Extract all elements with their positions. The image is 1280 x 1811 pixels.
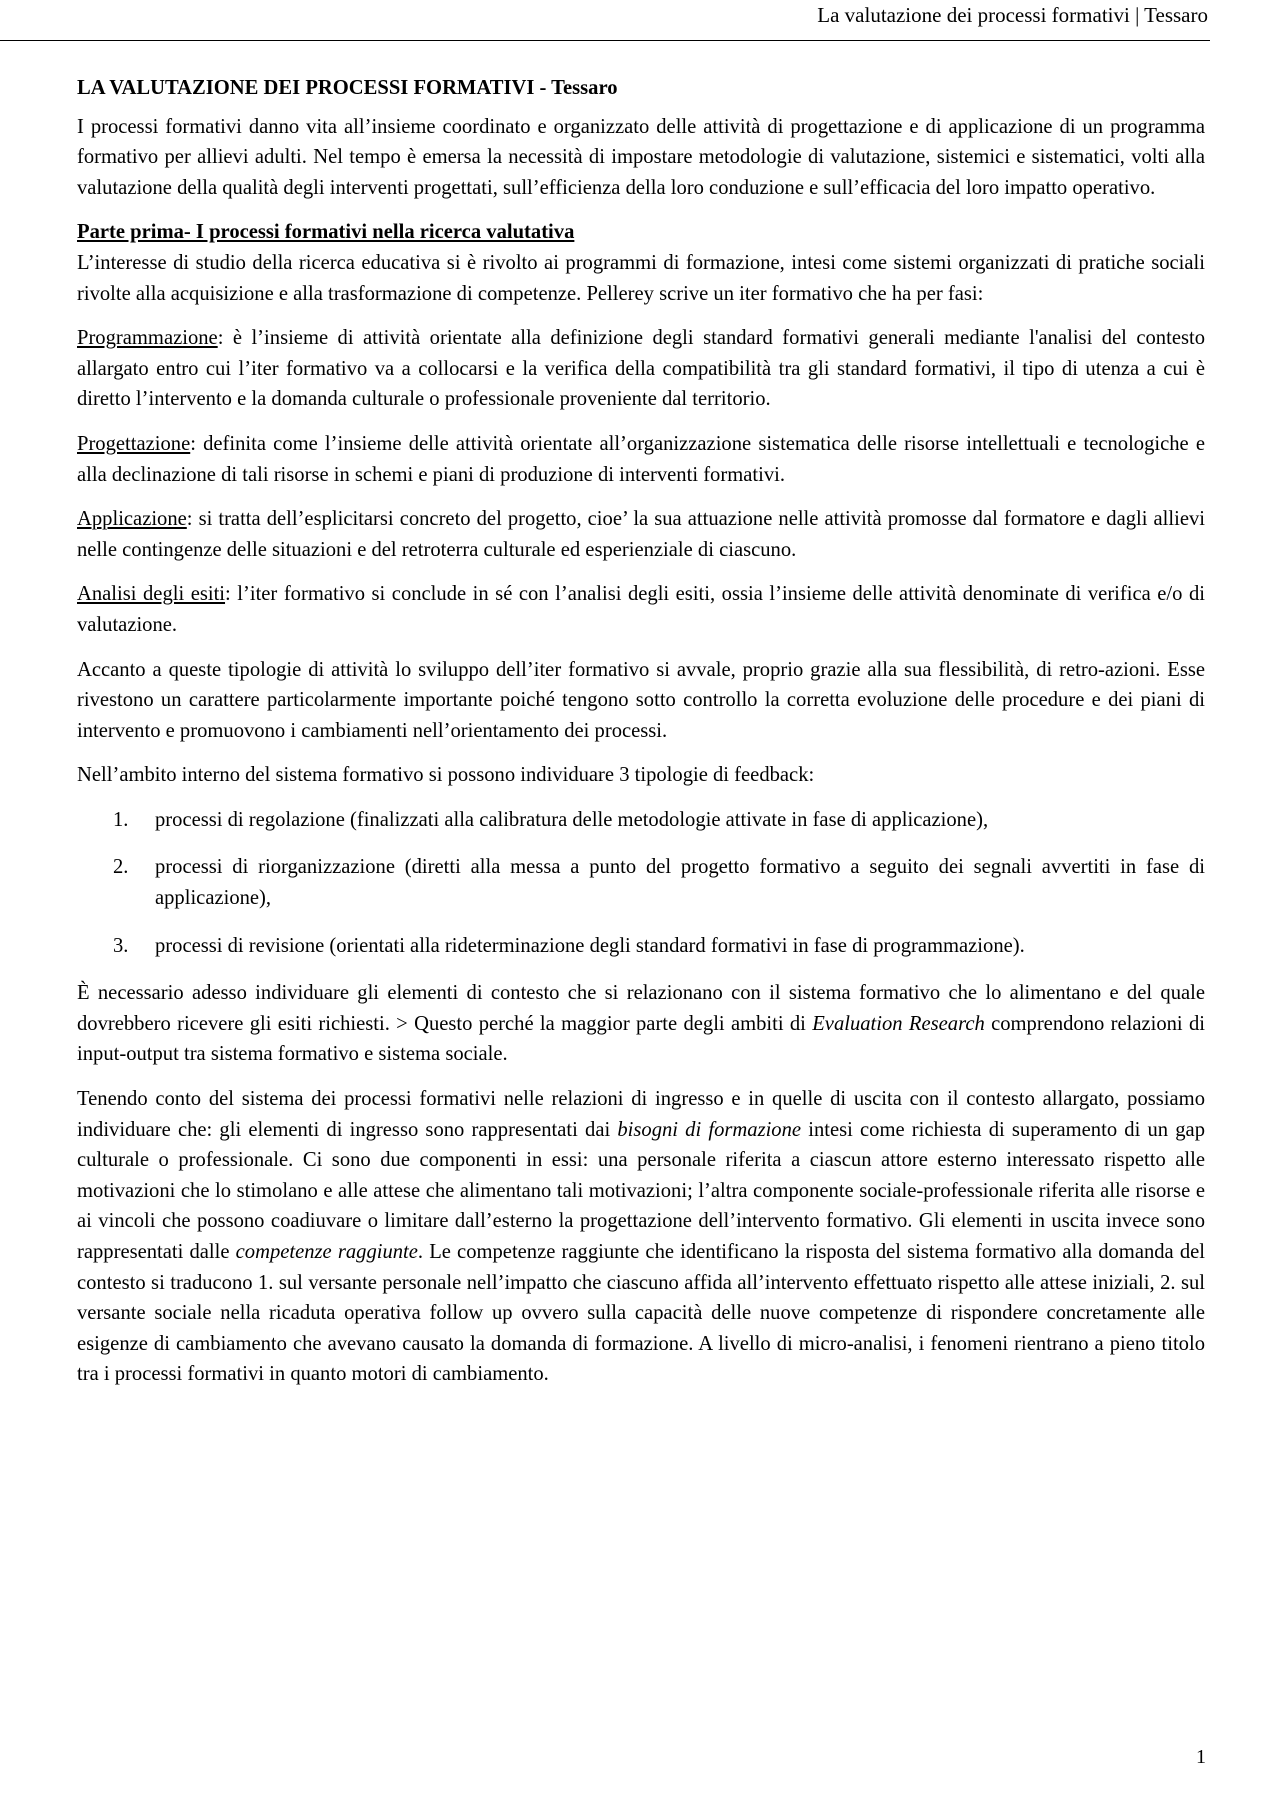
phase-definition: : l’iter formativo si conclude in sé con l’analisi degli esiti, ossia l’insieme delle attività denominate di verifica e/o di valutazione. bbox=[77, 583, 1205, 636]
phase-paragraph-progettazione bbox=[77, 429, 1205, 490]
header-divider bbox=[0, 40, 1210, 41]
phase-definition: : si tratta dell’esplicitarsi concreto del progetto, cioe’ la sua attuazione nelle attività promosse dal formatore e dagli allievi nelle contingenze delle situazioni e del retroterra culturale ed esperienziale di ciascuno. bbox=[77, 508, 1205, 561]
phase-definition: : definita come l’insieme delle attività orientate all’organizzazione sistematica delle risorse intellettuali e tecnologiche e alla declinazione di tali risorse in schemi e piani di produzione di interventi formativi. bbox=[77, 432, 1205, 486]
phase-term: Analisi degli esiti bbox=[77, 583, 226, 606]
final-text-part3: . Le competenze raggiunte che identificano la risposta del sistema formativo alla domanda del contesto si traducono 1. sul versante personale nell’impatto che ciascuno affida all’intervento effettuato rispetto alle attese iniziali, 2. sul versante sociale nella ricaduta operativa follow up ovvero sulla capacità delle nuove competenze di rispondere concretamente alle esigenze di cambiamento che avevano causato la domanda di formazione. A livello di micro-analisi, i fenomeni rientrano a pieno titolo tra i processi formativi in quanto motori di cambiamento. bbox=[77, 1241, 1205, 1386]
context-text-after: comprendono relazioni di input-output tra sistema formativo e sistema sociale. bbox=[77, 1012, 1205, 1066]
list-item bbox=[77, 931, 1205, 962]
section-intro-paragraph: L’interesse di studio della ricerca educativa si è rivolto ai programmi di formazione, intesi come sistemi organizzati di pratiche sociali rivolte alla acquisizione e alla trasformazione di competenze. Pellerey scrive un iter formativo che ha per fasi: bbox=[77, 251, 1205, 305]
phase-term: Progettazione bbox=[77, 432, 191, 455]
list-item-number: 2. bbox=[113, 856, 129, 879]
document-title: LA VALUTAZIONE DEI PROCESSI FORMATIVI - Tessaro bbox=[77, 77, 618, 99]
list-item-text: processi di riorganizzazione (diretti alla messa a punto del progetto formativo a seguito dei segnali avvertiti in fase di applicazione), bbox=[155, 856, 1205, 910]
list-item-text: processi di revisione (orientati alla rideterminazione degli standard formativi in fase di programmazione). bbox=[155, 934, 1025, 957]
list-item bbox=[77, 805, 1205, 836]
phase-definition: : è l’insieme di attività orientate alla definizione degli standard formativi generali mediante l'analisi del contesto allargato entro cui l’iter formativo va a collocarsi e la verifica della compatibilità tra gli standard formativi, il tipo di utenza a cui è diretto l’intervento e la domanda culturale o professionale proveniente dal territorio. bbox=[77, 327, 1205, 411]
list-item-text: processi di regolazione (finalizzati alla calibratura delle metodologie attivate in fase di applicazione), bbox=[155, 808, 989, 831]
phase-paragraph-programmazione bbox=[77, 323, 1205, 415]
final-emphasis-competenze: competenze raggiunte bbox=[235, 1241, 418, 1263]
retro-azioni-paragraph: Accanto a queste tipologie di attività lo sviluppo dell’iter formativo si avvale, proprio grazie alla sua flessibilità, di retro-azioni. Esse rivestono un carattere particolarmente importante poiché tengono sotto controllo la corretta evoluzione delle procedure e dei piani di intervento e promuovono i cambiamenti nell’orientamento dei processi. bbox=[77, 658, 1205, 742]
intro-paragraph: I processi formativi danno vita all’insieme coordinato e organizzato delle attività di progettazione e di applicazione di un programma formativo per allievi adulti. Nel tempo è emersa la necessità di impostare metodologie di valutazione, sistemici e sistematici, volti alla valutazione della qualità degli interventi progettati, sull’efficienza della loro conduzione e sull’efficacia del loro impatto operativo. bbox=[77, 115, 1205, 199]
list-item-number: 1. bbox=[113, 808, 129, 831]
phase-paragraph-applicazione bbox=[77, 504, 1205, 565]
running-header: La valutazione dei processi formativi | Tessaro bbox=[817, 3, 1208, 27]
section-heading: Parte prima- I processi formativi nella ricerca valutativa bbox=[77, 221, 575, 244]
context-text-before: È necessario adesso individuare gli elementi di contesto che si relazionano con il sistema formativo che lo alimentano e del quale dovrebbero ricevere gli esiti richiesti. > Questo perché la maggior parte degli ambiti di bbox=[77, 982, 1205, 1035]
final-text-part2: intesi come richiesta di superamento di un gap culturale o professionale. Ci sono due componenti in essi: una personale riferita a ciascun attore esterno interessato rispetto alle motivazioni che lo stimolano e alle attese che alimentano tali motivazioni; l’altra componente sociale-professionale riferita alle risorse e ai vincoli che possono coadiuvare o limitare dall’esterno la progettazione dell’intervento formativo. Gli elementi in uscita invece sono rappresentati dalle bbox=[77, 1118, 1205, 1263]
list-item bbox=[77, 852, 1205, 913]
context-emphasis: Evaluation Research bbox=[812, 1012, 985, 1035]
feedback-intro-paragraph: Nell’ambito interno del sistema formativo si possono individuare 3 tipologie di feedback: bbox=[77, 764, 815, 787]
page-number: 1 bbox=[1196, 1746, 1206, 1768]
feedback-list bbox=[77, 805, 1205, 961]
context-paragraph bbox=[77, 978, 1205, 1070]
final-paragraph bbox=[77, 1084, 1205, 1390]
document-body bbox=[77, 73, 1205, 1390]
list-item-number: 3. bbox=[113, 934, 129, 957]
phase-term: Applicazione bbox=[77, 508, 187, 531]
final-text-part1: Tenendo conto del sistema dei processi formativi nelle relazioni di ingresso e in quelle di uscita con il contesto allargato, possiamo individuare che: gli elementi di ingresso sono rappresentati dai bbox=[77, 1088, 1205, 1141]
final-emphasis-bisogni: bisogni di formazione bbox=[617, 1118, 802, 1141]
phase-paragraph-analisi-esiti bbox=[77, 579, 1205, 640]
phase-term: Programmazione bbox=[77, 327, 218, 350]
